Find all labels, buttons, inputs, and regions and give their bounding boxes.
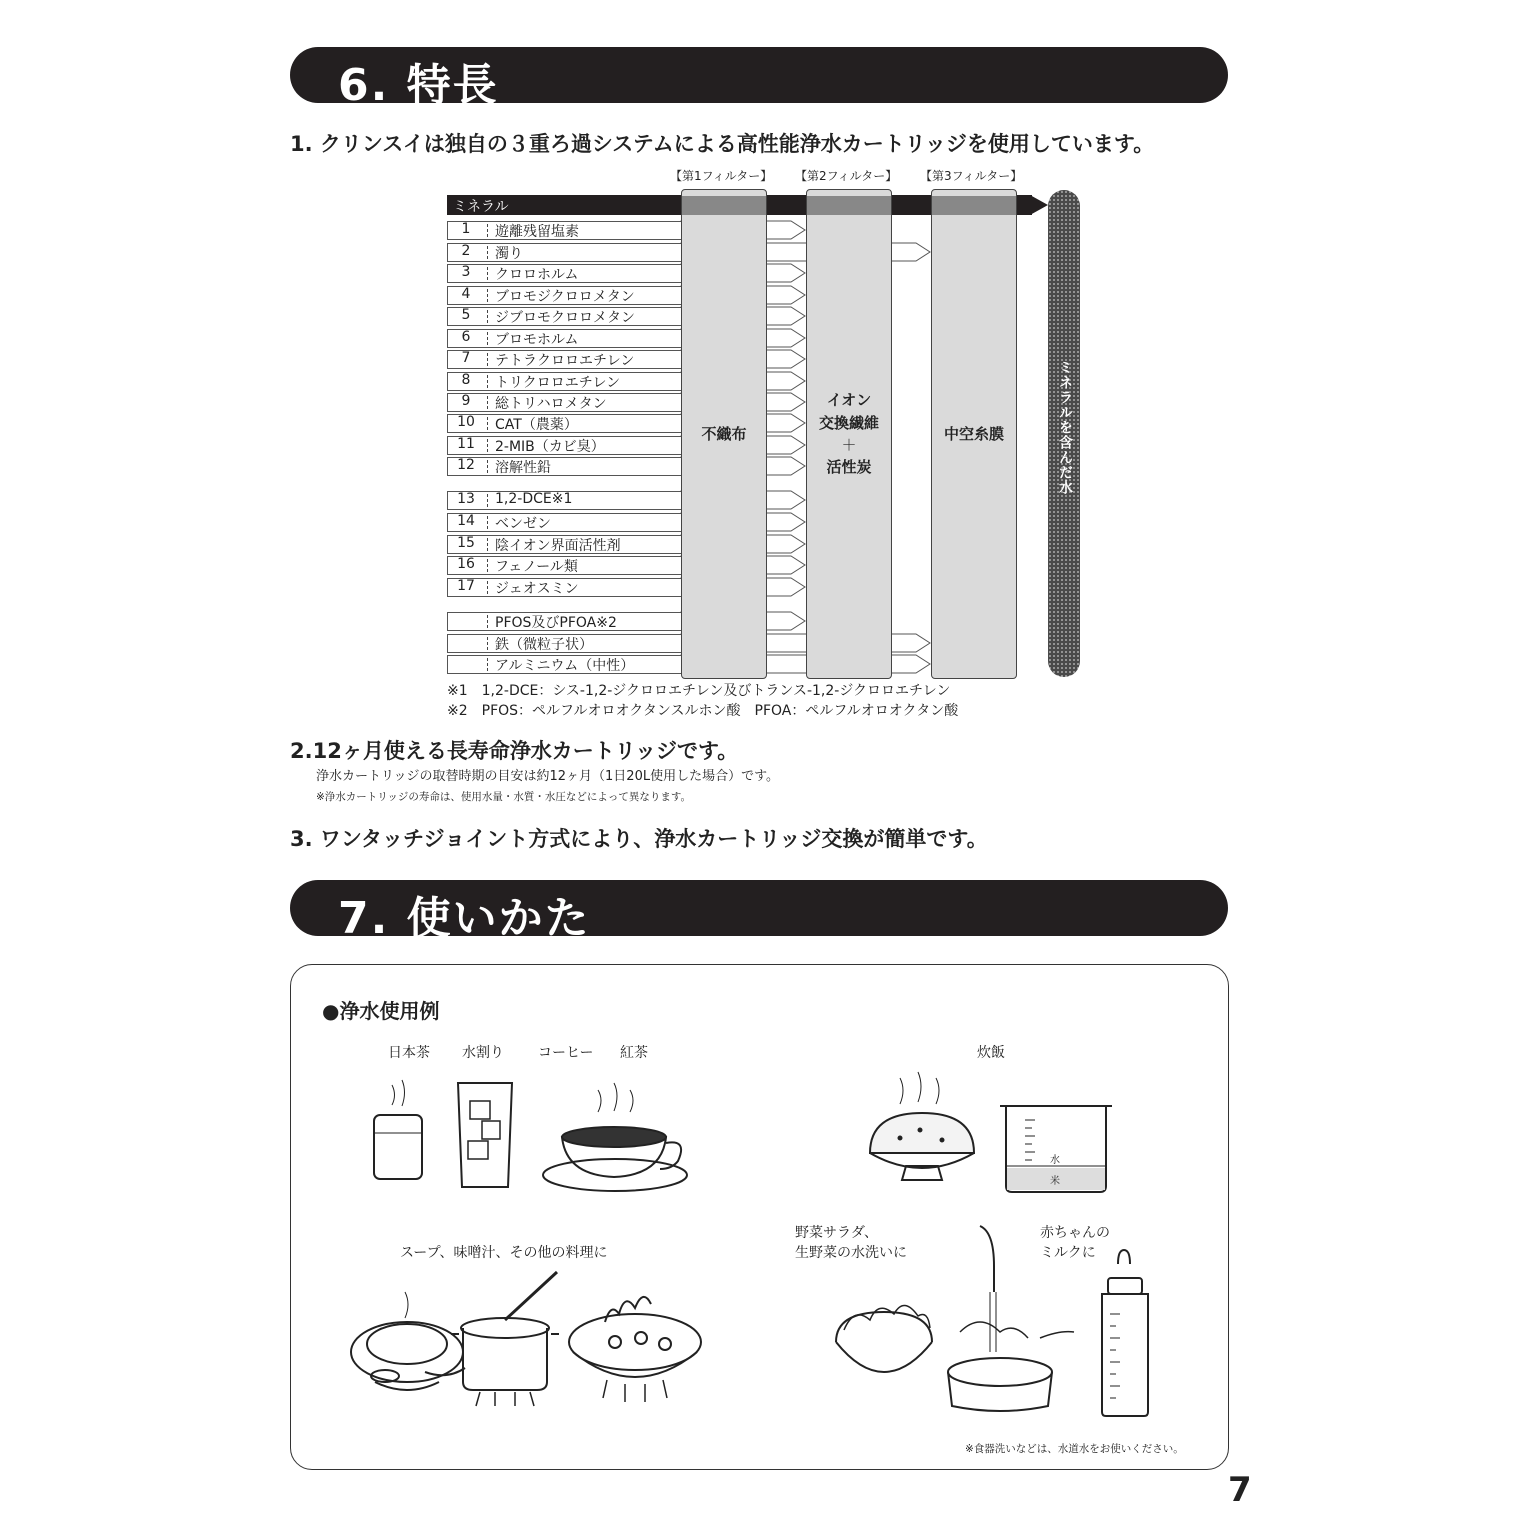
row-separator (487, 460, 488, 473)
filter-3-column (931, 189, 1017, 679)
contaminant-number: 10 (457, 414, 475, 430)
filter-1-label: 【第1フィルター】 (670, 169, 773, 183)
contaminant-row (447, 556, 682, 575)
contaminant-row (447, 491, 682, 510)
contaminant-row (447, 264, 682, 283)
row-separator (487, 559, 488, 572)
drink-label-black-tea: 紅茶 (620, 1045, 648, 1061)
contaminant-row (447, 457, 682, 476)
contaminant-name: 総トリハロメタン (495, 396, 607, 412)
filter-3-label: 【第3フィルター】 (920, 169, 1023, 183)
baby-label-2: ミルクに (1040, 1245, 1096, 1261)
rice-label: 炊飯 (977, 1045, 1005, 1061)
row-separator (487, 637, 488, 650)
contaminant-name: 陰イオン界面活性剤 (495, 538, 621, 554)
row-separator (487, 375, 488, 388)
contaminant-name: アルミニウム（中性） (495, 658, 635, 674)
contaminant-number: 17 (457, 578, 475, 594)
row-separator (487, 658, 488, 671)
contaminant-name: ジェオスミン (495, 581, 579, 597)
row-separator (487, 581, 488, 594)
filter-2-text-4: 活性炭 (826, 458, 872, 476)
row-separator (487, 353, 488, 366)
salad-label-1: 野菜サラダ、 (795, 1225, 879, 1241)
contaminant-name: テトラクロロエチレン (495, 353, 635, 369)
feature-2-note: ※浄水カートリッジの寿命は、使用水量・水質・水圧などによって異なります。 (316, 791, 692, 803)
row-separator (487, 396, 488, 409)
salad-baby-illustration (830, 1222, 1150, 1422)
drinks-illustration (370, 1075, 690, 1200)
row-separator (487, 538, 488, 551)
contaminant-number: 15 (457, 535, 475, 551)
feature-2-heading: 2.12ヶ月使える長寿命浄水カートリッジです。 (290, 739, 739, 763)
contaminant-row (447, 513, 682, 532)
row-separator (487, 267, 488, 280)
contaminant-name: PFOS及びPFOA※2 (495, 615, 617, 631)
contaminant-row (447, 307, 682, 326)
contaminant-row (447, 414, 682, 433)
contaminant-name: 2-MIB（カビ臭） (495, 439, 605, 455)
row-separator (487, 494, 488, 507)
contaminant-name: 1,2-DCE※1 (495, 491, 573, 507)
pot-water-label: 水 (1050, 1155, 1060, 1166)
contaminant-number: 3 (461, 264, 471, 280)
contaminant-number: 8 (461, 372, 471, 388)
drink-label-mizuwari: 水割り (462, 1045, 504, 1061)
contaminant-row (447, 655, 682, 674)
contaminant-number: 2 (461, 243, 471, 259)
filter-2-text-2: 交換繊維 (818, 414, 879, 432)
contaminant-name: ブロモホルム (495, 332, 579, 348)
contaminant-name: CAT（農薬） (495, 417, 578, 433)
contaminant-row (447, 372, 682, 391)
contaminant-number: 9 (461, 393, 471, 409)
row-separator (487, 310, 488, 323)
contaminant-number: 1 (461, 221, 471, 237)
contaminant-row (447, 286, 682, 305)
row-separator (487, 224, 488, 237)
row-separator (487, 246, 488, 259)
row-separator (487, 516, 488, 529)
contaminant-number: 5 (461, 307, 471, 323)
contaminant-number: 16 (457, 556, 475, 572)
mineral-water-label: ミネラルを含んだ水 (1057, 360, 1073, 495)
row-separator (487, 615, 488, 628)
contaminant-name: ブロモジクロロメタン (495, 289, 635, 305)
section-6-title: 6. 特長 (338, 60, 499, 111)
usage-heading: ●浄水使用例 (322, 999, 440, 1023)
note-2: ※2 PFOS：ペルフルオロオクタンスルホン酸 PFOA：ペルフルオロオクタン酸 (447, 703, 959, 719)
soup-label: スープ、味噌汁、その他の料理に (400, 1245, 608, 1261)
filter-2-column (806, 189, 892, 679)
filter-2-text-3: ＋ (841, 436, 857, 454)
contaminant-name: ベンゼン (495, 516, 551, 532)
contaminant-row (447, 535, 682, 554)
contaminant-number: 11 (457, 436, 475, 452)
drink-label-green-tea: 日本茶 (388, 1045, 430, 1061)
feature-3-heading: 3. ワンタッチジョイント方式により、浄水カートリッジ交換が簡単です。 (290, 827, 988, 851)
contaminant-number: 13 (457, 491, 475, 507)
contaminant-number: 12 (457, 457, 475, 473)
filter-2-label: 【第2フィルター】 (795, 169, 898, 183)
page-number: 7 (1228, 1470, 1252, 1510)
filter-1-column (681, 189, 767, 679)
contaminant-name: トリクロロエチレン (495, 375, 621, 391)
contaminant-row (447, 578, 682, 597)
cooking-illustration (345, 1272, 705, 1407)
row-separator (487, 332, 488, 345)
contaminant-row (447, 393, 682, 412)
contaminant-row (447, 243, 682, 262)
contaminant-name: ジブロモクロロメタン (495, 310, 635, 326)
baby-label-1: 赤ちゃんの (1040, 1225, 1110, 1241)
contaminant-number: 14 (457, 513, 475, 529)
contaminant-row (447, 221, 682, 240)
contaminant-row (447, 436, 682, 455)
feature-2-description: 浄水カートリッジの取替時期の目安は約12ヶ月（1日20L使用した場合）です。 (316, 769, 780, 784)
drink-label-coffee: コーヒー (538, 1045, 594, 1061)
contaminant-name: クロロホルム (495, 267, 579, 283)
row-separator (487, 289, 488, 302)
mineral-arrow-head (1030, 195, 1050, 215)
filter-2-text-1: イオン (826, 391, 872, 409)
filter-1-text: 不織布 (701, 425, 747, 443)
contaminant-name: 溶解性鉛 (495, 460, 551, 476)
contaminant-row (447, 350, 682, 369)
pot-rice-label: 米 (1050, 1176, 1060, 1187)
mineral-label: ミネラル (453, 199, 509, 215)
section-7-banner (290, 880, 1228, 944)
contaminant-name: フェノール類 (495, 559, 578, 575)
contaminant-row (447, 329, 682, 348)
feature-1-heading: 1. クリンスイは独自の３重ろ過システムによる高性能浄水カートリッジを使用しています。 (290, 132, 1155, 156)
row-separator (487, 439, 488, 452)
contaminant-row (447, 634, 682, 653)
contaminant-number: 6 (461, 329, 471, 345)
rice-illustration (860, 1068, 1120, 1198)
contaminant-number: 4 (461, 286, 471, 302)
salad-label-2: 生野菜の水洗いに (795, 1245, 907, 1261)
filter-3-text: 中空糸膜 (943, 425, 1004, 443)
contaminant-number: 7 (461, 350, 471, 366)
usage-footnote: ※食器洗いなどは、水道水をお使いください。 (965, 1443, 1184, 1455)
section-7-title: 7. 使いかた (338, 893, 591, 944)
contaminant-name: 鉄（微粒子状） (495, 637, 593, 653)
contaminant-name: 遊離残留塩素 (495, 224, 579, 240)
note-1: ※1 1,2-DCE：シス-1,2-ジクロロエチレン及びトランス-1,2-ジクロロエチレン (447, 683, 951, 699)
contaminant-row (447, 612, 682, 631)
contaminant-name: 濁り (495, 246, 523, 262)
row-separator (487, 417, 488, 430)
